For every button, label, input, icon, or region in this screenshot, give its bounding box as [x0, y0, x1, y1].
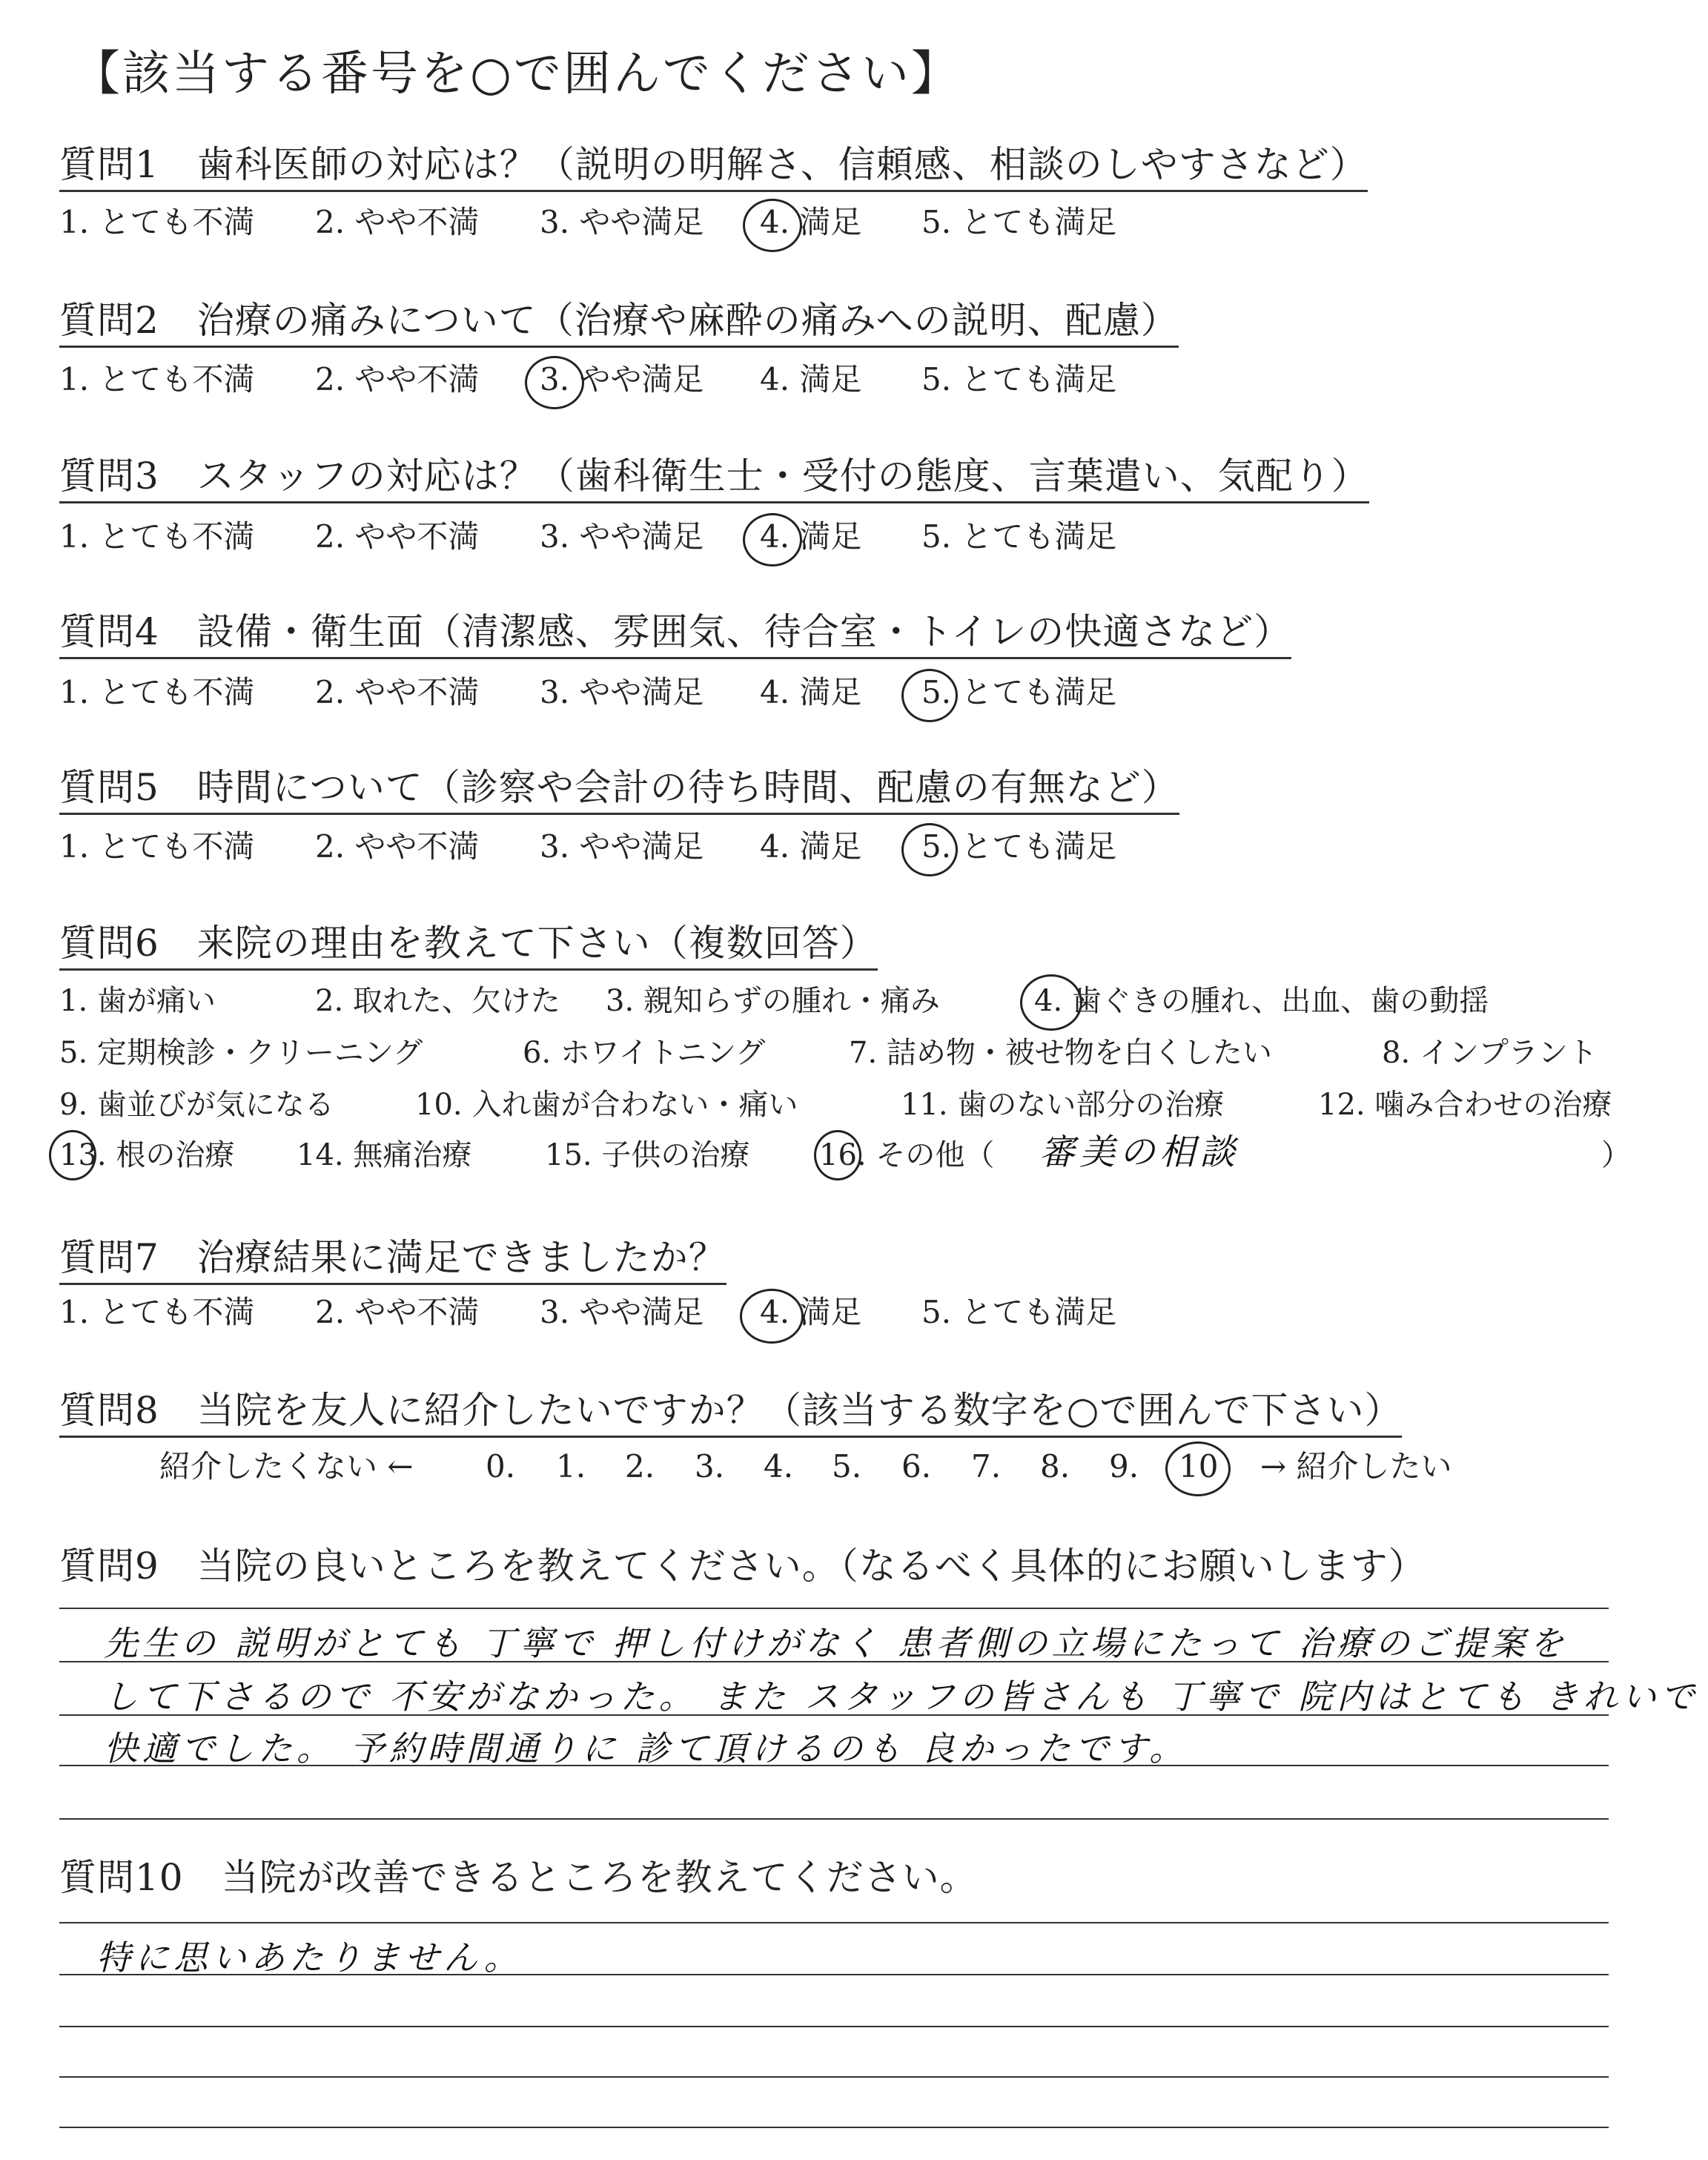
page-title: 【該当する番号を○で囲んでください】 [73, 47, 961, 102]
option-12[interactable]: 12. 噛み合わせの治療 [1318, 1088, 1612, 1122]
option-4[interactable]: 4. 満足 [760, 204, 862, 240]
answer-line [59, 2076, 1609, 2078]
option-5[interactable]: 5. とても満足 [921, 1294, 1117, 1330]
scale-4[interactable]: 4. [764, 1448, 794, 1484]
question-2-title: 質問2 治療の痛みについて（治療や麻酔の痛みへの説明、配慮） [59, 298, 1179, 348]
option-4[interactable]: 4. 満足 [760, 518, 862, 555]
option-4[interactable]: 4. 満足 [760, 828, 862, 865]
question-6-title: 質問6 来院の理由を教えて下さい（複数回答） [59, 921, 878, 971]
option-3[interactable]: 3. やや満足 [540, 204, 704, 240]
scale-7[interactable]: 7. [971, 1448, 1002, 1484]
answer-line [59, 1922, 1609, 1923]
scale-right-label: → 紹介したい [1260, 1448, 1452, 1484]
recommend-scale [0, 1446, 1708, 1490]
scale-6[interactable]: 6. [901, 1448, 932, 1484]
option-13[interactable]: 13. 根の治療 [59, 1138, 235, 1172]
question-9-title: 質問9 当院の良いところを教えてください。（なるべく具体的にお願いします） [59, 1545, 1426, 1588]
option-4[interactable]: 4. 満足 [760, 1294, 862, 1330]
q10-answer-line-1: 特に思いあたりません。 [96, 1938, 523, 1978]
option-2[interactable]: 2. やや不満 [315, 1294, 480, 1330]
option-3[interactable]: 3. やや満足 [540, 828, 704, 865]
option-5[interactable]: 5. とても満足 [921, 828, 1117, 865]
option-1[interactable]: 1. とても不満 [59, 518, 255, 555]
q9-answer-line-2: して下さるので 不安がなかった。 また スタッフの皆さんも 丁寧で 院内はとても きれいで [104, 1677, 1699, 1717]
scale-10[interactable]: 10 [1179, 1448, 1219, 1484]
option-2[interactable]: 2. やや不満 [315, 518, 480, 555]
option-1[interactable]: 1. 歯が痛い [59, 984, 216, 1018]
other-close-paren: ） [1601, 1138, 1631, 1172]
question-3-title: 質問3 スタッフの対応は？（歯科衛生士・受付の態度、言葉遣い、気配り） [59, 454, 1369, 503]
option-15[interactable]: 15. 子供の治療 [545, 1138, 750, 1172]
option-16[interactable]: 16. その他（ [819, 1138, 995, 1172]
answer-line [59, 2026, 1609, 2027]
option-2[interactable]: 2. やや不満 [315, 674, 480, 710]
q9-answer-line-1: 先生の 説明がとても 丁寧で 押し付けがなく 患者側の立場にたって 治療のご提案を [104, 1623, 1569, 1663]
scale-5[interactable]: 5. [832, 1448, 862, 1484]
option-5[interactable]: 5. 定期検診・クリーニング [59, 1036, 423, 1070]
option-3[interactable]: 3. やや満足 [540, 518, 704, 555]
question-7-title: 質問7 治療結果に満足できましたか？ [59, 1235, 726, 1285]
option-3[interactable]: 3. やや満足 [540, 674, 704, 710]
option-1[interactable]: 1. とても不満 [59, 204, 255, 240]
scale-left-label: 紹介したくない ← [159, 1448, 414, 1484]
option-5[interactable]: 5. とても満足 [921, 674, 1117, 710]
option-3[interactable]: 3. 親知らずの腫れ・痛み [606, 984, 940, 1018]
option-1[interactable]: 1. とても不満 [59, 828, 255, 865]
scale-8[interactable]: 8. [1040, 1448, 1070, 1484]
question-4-title: 質問4 設備・衛生面（清潔感、雰囲気、待合室・トイレの快適さなど） [59, 610, 1291, 659]
answer-line [59, 1818, 1609, 1820]
scale-9[interactable]: 9. [1109, 1448, 1139, 1484]
question-8-title: 質問8 当院を友人に紹介したいですか？（該当する数字を○で囲んで下さい） [59, 1388, 1402, 1438]
option-1[interactable]: 1. とても不満 [59, 1294, 255, 1330]
option-3[interactable]: 3. やや満足 [540, 1294, 704, 1330]
option-5[interactable]: 5. とても満足 [921, 518, 1117, 555]
option-4[interactable]: 4. 満足 [760, 361, 862, 397]
option-4[interactable]: 4. 満足 [760, 674, 862, 710]
answer-line [59, 1608, 1609, 1609]
option-2[interactable]: 2. やや不満 [315, 204, 480, 240]
scale-0[interactable]: 0. [486, 1448, 516, 1484]
scale-1[interactable]: 1. [556, 1448, 586, 1484]
option-14[interactable]: 14. 無痛治療 [297, 1138, 472, 1172]
option-11[interactable]: 11. 歯のない部分の治療 [901, 1088, 1225, 1122]
option-2[interactable]: 2. 取れた、欠けた [315, 984, 560, 1018]
option-7[interactable]: 7. 詰め物・被せ物を白くしたい [849, 1036, 1272, 1070]
option-2[interactable]: 2. やや不満 [315, 828, 480, 865]
scale-3[interactable]: 3. [695, 1448, 725, 1484]
answer-line [59, 2127, 1609, 2128]
option-9[interactable]: 9. 歯並びが気になる [59, 1088, 334, 1122]
option-4[interactable]: 4. 歯ぐきの腫れ、出血、歯の動揺 [1034, 984, 1489, 1018]
option-1[interactable]: 1. とても不満 [59, 674, 255, 710]
option-10[interactable]: 10. 入れ歯が合わない・痛い [415, 1088, 798, 1122]
question-6-row-4 [59, 1132, 1631, 1176]
q9-answer-line-3: 快適でした。 予約時間通りに 診て頂けるのも 良かったです。 [104, 1728, 1188, 1768]
other-answer-handwriting: 審美の相談 [1039, 1132, 1240, 1173]
question-1-title: 質問1 歯科医師の対応は？（説明の明解さ、信頼感、相談のしやすさなど） [59, 142, 1368, 192]
option-8[interactable]: 8. インプラント [1382, 1036, 1598, 1070]
option-5[interactable]: 5. とても満足 [921, 361, 1117, 397]
option-2[interactable]: 2. やや不満 [315, 361, 480, 397]
question-5-title: 質問5 時間について（診察や会計の待ち時間、配慮の有無など） [59, 765, 1179, 815]
question-10-title: 質問10 当院が改善できるところを教えてください。 [59, 1856, 978, 1899]
option-6[interactable]: 6. ホワイトニング [523, 1036, 766, 1070]
option-1[interactable]: 1. とても不満 [59, 361, 255, 397]
scale-2[interactable]: 2. [625, 1448, 655, 1484]
option-3[interactable]: 3. やや満足 [540, 361, 704, 397]
option-5[interactable]: 5. とても満足 [921, 204, 1117, 240]
